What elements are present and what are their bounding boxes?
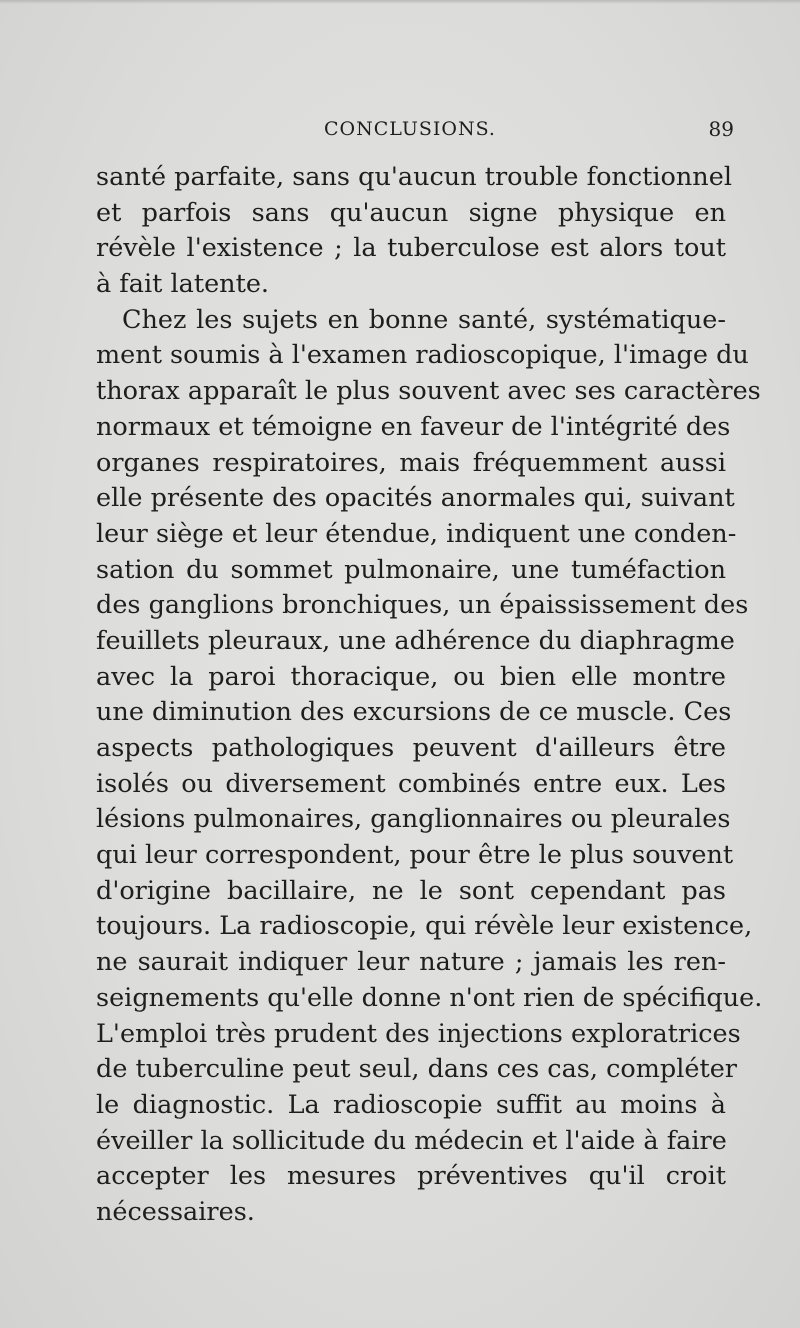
text-line: ment soumis à l'examen radioscopique, l'image du (96, 340, 749, 371)
text-line: thorax apparaît le plus souvent avec ses caractères (96, 376, 761, 407)
text-line: le diagnostic. La radioscopie suffit au moins à (96, 1089, 726, 1120)
text-line: normaux et témoigne en faveur de l'intégrité des (96, 411, 731, 442)
text-line: nécessaires. (96, 1196, 255, 1227)
text-line: avec la paroi thoracique, ou bien elle montre (96, 661, 726, 692)
page-top-edge (0, 0, 800, 4)
text-line: des ganglions bronchiques, un épaississement des (96, 590, 749, 621)
page-number: 89 (708, 117, 734, 141)
text-line: L'emploi très prudent des injections exploratrices (96, 1018, 741, 1049)
text-line: leur siège et leur étendue, indiquent une conden- (96, 518, 737, 549)
text-line: d'origine bacillaire, ne le sont cependant pas (96, 875, 726, 906)
text-line: ne saurait indiquer leur nature ; jamais les ren- (96, 947, 726, 978)
text-line: seignements qu'elle donne n'ont rien de spécifique. (96, 982, 763, 1013)
text-line: éveiller la sollicitude du médecin et l'aide à faire (96, 1125, 727, 1156)
text-line: isolés ou diversement combinés entre eux. Les (96, 768, 726, 799)
text-line: Chez les sujets en bonne santé, systématique- (122, 304, 726, 335)
text-line: elle présente des opacités anormales qui, suivant (96, 483, 735, 514)
text-line: feuillets pleuraux, une adhérence du diaphragme (96, 625, 735, 656)
text-line: à fait latente. (96, 269, 270, 300)
text-line: accepter les mesures préventives qu'il croit (96, 1161, 726, 1192)
text-line: aspects pathologiques peuvent d'ailleurs être (96, 733, 726, 763)
body-text (96, 160, 763, 1231)
text-line: de tuberculine peut seul, dans ces cas, compléter (96, 1054, 737, 1085)
text-line: qui leur correspondent, pour être le plus souvent (96, 840, 734, 871)
text-line: une diminution des excursions de ce muscle. Ces (96, 697, 732, 728)
text-line: toujours. La radioscopie, qui révèle leur existence, (96, 911, 753, 942)
text-line: sation du sommet pulmonaire, une tuméfaction (96, 554, 726, 585)
running-head (96, 116, 734, 142)
text-line: révèle l'existence ; la tuberculose est alors tout (96, 233, 726, 264)
chapter-title: CONCLUSIONS. (324, 118, 496, 140)
text-line: organes respiratoires, mais fréquemment aussi (96, 447, 726, 478)
text-line: et parfois sans qu'aucun signe physique en (96, 197, 726, 228)
text-line: santé parfaite, sans qu'aucun trouble fonctionnel (96, 162, 732, 192)
text-line: lésions pulmonaires, ganglionnaires ou pleurales (96, 804, 731, 835)
